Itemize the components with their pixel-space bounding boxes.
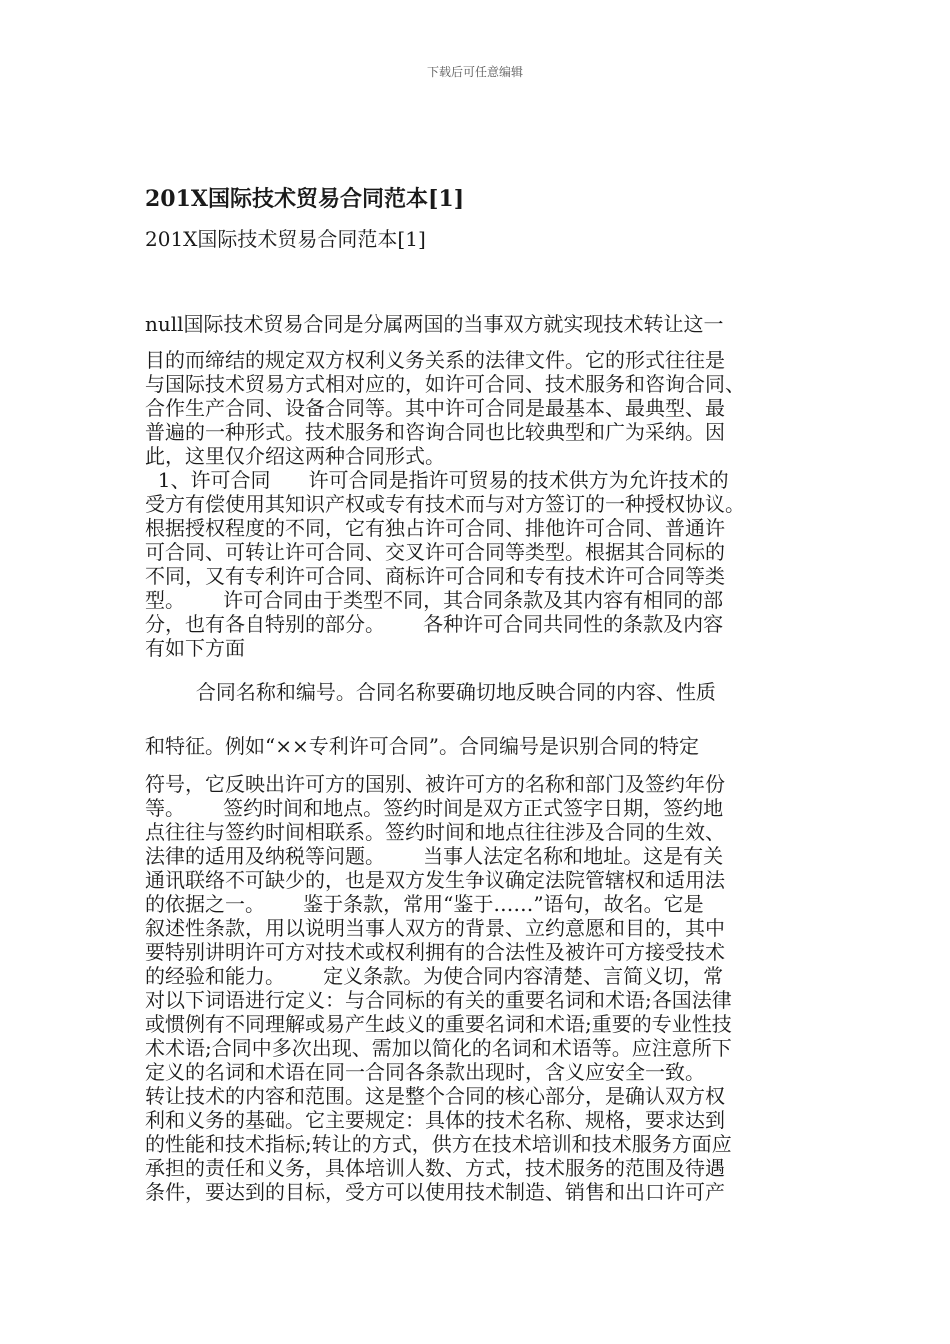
body-line: 根据授权程度的不同，它有独占许可合同、排他许可合同、普通许 <box>145 516 725 540</box>
body-line: 符号，它反映出许可方的国别、被许可方的名称和部门及签约年份 <box>145 772 725 796</box>
body-line: 目的而缔结的规定双方权利义务关系的法律文件。它的形式往往是 <box>145 348 725 372</box>
page-header-note: 下载后可任意编辑 <box>426 65 523 79</box>
body-line: 通讯联络不可缺少的，也是双方发生争议确定法院管辖权和适用法 <box>145 868 725 892</box>
body-line: 转让技术的内容和范围。这是整个合同的核心部分，是确认双方权 <box>145 1084 725 1108</box>
body-line: 定义的名词和术语在同一合同各条款出现时，含义应安全一致。 <box>145 1060 705 1084</box>
body-line: 等。 签约时间和地点。签约时间是双方正式签字日期，签约地 <box>145 796 724 820</box>
body-line: 术术语;合同中多次出现、需加以简化的名词和术语等。应注意所下 <box>145 1036 732 1060</box>
body-line: null国际技术贸易合同是分属两国的当事双方就实现技术转让这一 <box>145 312 724 336</box>
body-line: 和特征。例如“××专利许可合同”。合同编号是识别合同的特定 <box>145 734 699 758</box>
body-line: 点往往与签约时间相联系。签约时间和地点往往涉及合同的生效、 <box>145 820 725 844</box>
body-line: 受方有偿使用其知识产权或专有技术而与对方签订的一种授权协议。 <box>145 492 745 516</box>
body-line: 要特别讲明许可方对技术或权利拥有的合法性及被许可方接受技术 <box>145 940 725 964</box>
document-subtitle: 201X国际技术贸易合同范本[1] <box>145 227 426 251</box>
body-line: 合同名称和编号。合同名称要确切地反映合同的内容、性质 <box>145 680 716 704</box>
body-line: 型。 许可合同由于类型不同，其合同条款及其内容有相同的部 <box>145 588 724 612</box>
body-line: 或惯例有不同理解或易产生歧义的重要名词和术语;重要的专业性技 <box>145 1012 732 1036</box>
body-line: 与国际技术贸易方式相对应的，如许可合同、技术服务和咨询合同、 <box>145 372 745 396</box>
body-line: 的性能和技术指标;转让的方式，供方在技术培训和技术服务方面应 <box>145 1132 732 1156</box>
body-line: 承担的责任和义务，具体培训人数、方式，技术服务的范围及待遇 <box>145 1156 725 1180</box>
body-line: 1、许可合同 许可合同是指许可贸易的技术供方为允许技术的 <box>145 468 729 492</box>
body-line: 的依据之一。 鉴于条款，常用“鉴于……”语句，故名。它是 <box>145 892 704 916</box>
body-line: 不同，又有专利许可合同、商标许可合同和专有技术许可合同等类 <box>145 564 725 588</box>
body-line: 分，也有各自特别的部分。 各种许可合同共同性的条款及内容 <box>145 612 724 636</box>
body-line: 普遍的一种形式。技术服务和咨询合同也比较典型和广为采纳。因 <box>145 420 725 444</box>
body-line: 有如下方面 <box>145 636 245 660</box>
body-line: 利和义务的基础。它主要规定：具体的技术名称、规格，要求达到 <box>145 1108 725 1132</box>
body-line: 此，这里仅介绍这两种合同形式。 <box>145 444 445 468</box>
body-line: 对以下词语进行定义：与合同标的有关的重要名词和术语;各国法律 <box>145 988 732 1012</box>
body-line: 可合同、可转让许可合同、交叉许可合同等类型。根据其合同标的 <box>145 540 725 564</box>
body-line: 的经验和能力。 定义条款。为使合同内容清楚、言简义切，常 <box>145 964 724 988</box>
body-line: 合作生产合同、设备合同等。其中许可合同是最基本、最典型、最 <box>145 396 725 420</box>
document-title: 201X国际技术贸易合同范本[1] <box>145 186 465 212</box>
body-line: 叙述性条款，用以说明当事人双方的背景、立约意愿和目的，其中 <box>145 916 725 940</box>
body-line: 法律的适用及纳税等问题。 当事人法定名称和地址。这是有关 <box>145 844 724 868</box>
body-line: 条件，要达到的目标，受方可以使用技术制造、销售和出口许可产 <box>145 1180 725 1204</box>
